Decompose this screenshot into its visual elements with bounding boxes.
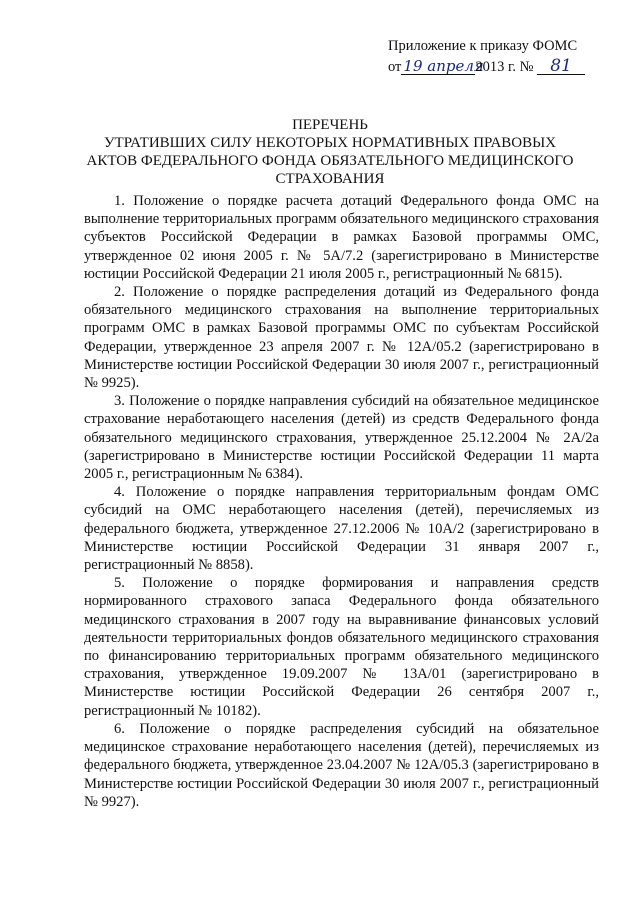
appendix-header [388, 36, 618, 78]
list-item: 3. Положение о порядке направления субсидий на обязательное медицинское страхование неработающего населения (детей) из средств Федерального фонда обязательного медицинского страхования, утвержденное 25.12.2004 № 2А/2а (зарегистрировано в Министерстве юстиции Российской Федерации 11 марта 2005 г., регистрационным № 6384). [84, 393, 599, 483]
order-reference-line [388, 57, 618, 78]
appendix-line: Приложение к приказу ФОМС [388, 38, 578, 54]
list-item: 2. Положение о порядке распределения дотаций из Федерального фонда обязательного медицинского страхования на выполнение территориальных программ ОМС в рамках Базовой программы ОМС по субъектам Российской Федерации, утвержденное 23 апреля 2007 г. № 12А/05.2 (зарегистрировано в Министерстве юстиции Российской Федерации 30 июля 2007 г., регистрационный № 9925). [84, 284, 599, 392]
title-line: ПЕРЕЧЕНЬ [292, 117, 368, 133]
document-title [60, 116, 600, 188]
list-item: 1. Положение о порядке расчета дотаций Федерального фонда ОМС на выполнение территориальных программ обязательного медицинского страхования субъектов Российской Федерации в рамках Базовой программы ОМС, утвержденное 02 июня 2005 г. № 5А/7.2 (зарегистрировано в Министерстве юстиции Российской Федерации 21 июля 2005 г., регистрационный № 6815). [84, 193, 599, 282]
date-prefix: от [388, 59, 402, 75]
list-item: 6. Положение о порядке распределения субсидий на обязательное медицинское страхование неработающего населения (детей), перечисляемых из федерального бюджета, утвержденное 23.04.2007 № 12А/05.3 (зарегистрировано в Министерстве юстиции Российской Федерации 30 июля 2007 г., регистрационный № 9927). [84, 720, 599, 810]
order-year: 2013 г. № [475, 59, 534, 75]
document-body [84, 192, 599, 811]
title-line: УТРАТИВШИХ СИЛУ НЕКОТОРЫХ НОРМАТИВНЫХ ПРАВОВЫХ [103, 135, 557, 151]
title-line: СТРАХОВАНИЯ [275, 171, 385, 187]
handwritten-order-number: 81 [537, 58, 585, 75]
title-line: АКТОВ ФЕДЕРАЛЬНОГО ФОНДА ОБЯЗАТЕЛЬНОГО МЕДИЦИНСКОГО [86, 153, 574, 169]
handwritten-date: 19 апреля [403, 57, 484, 75]
list-item: 4. Положение о порядке направления территориальным фондам ОМС субсидий на ОМС неработающего населения (детей), перечисляемых из федерального бюджета, утвержденное 27.12.2006 № 10А/2 (зарегистрировано в Министерстве юстиции Российской Федерации 31 января 2007 г., регистрационный № 8858). [84, 484, 599, 574]
list-item: 5. Положение о порядке формирования и направления средств нормированного страхового запаса Федерального фонда обязательного медицинского страхования в 2007 году на выравнивание финансовых условий деятельности территориальных фондов обязательного медицинского страхования по финансированию территориальных программ обязательного медицинского страхования, утвержденное 19.09.2007 № 13А/01 (зарегистрировано в Министерстве юстиции Российской Федерации 26 сентября 2007 г., регистрационный № 10182). [84, 575, 599, 719]
